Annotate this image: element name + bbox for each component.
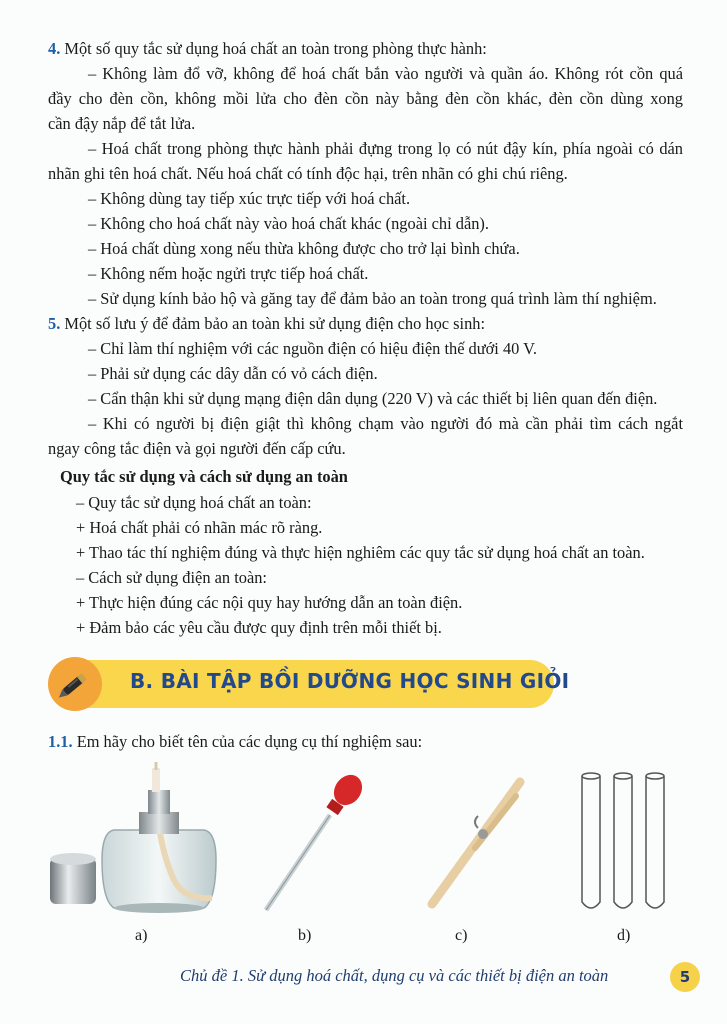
rule-line: cần đậy nắp để tắt lửa.	[48, 114, 196, 133]
section-4-title: Một số quy tắc sử dụng hoá chất an toàn trong phòng thực hành:	[64, 39, 487, 58]
pen-icon	[48, 657, 102, 711]
section-5-heading	[48, 311, 683, 336]
rule-line: ngay công tắc điện và gọi người đến cấp cứu.	[48, 439, 346, 458]
exercise-text: Em hãy cho biết tên của các dụng cụ thí nghiệm sau:	[76, 732, 423, 751]
figure-label-b: b)	[298, 927, 312, 944]
summary-line: – Cách sử dụng điện an toàn:	[76, 568, 267, 587]
dropper-icon	[258, 770, 368, 915]
rule-line: – Hoá chất dùng xong nếu thừa không được cho trở lại bình chứa.	[88, 239, 520, 258]
rule-line: – Hoá chất trong phòng thực hành phải đựng trong lọ có nút đậy kín, phía ngoài có dán	[88, 139, 683, 158]
section-b-title: B. BÀI TẬP BỒI DƯỠNG HỌC SINH GIỎI	[130, 669, 570, 693]
alcohol-lamp-icon	[44, 760, 244, 920]
section-4-number: 4.	[48, 39, 61, 58]
section-5-number: 5.	[48, 314, 61, 333]
figure-label-d: d)	[617, 927, 631, 944]
summary-line: + Thực hiện đúng các nội quy hay hướng dẫn an toàn điện.	[76, 593, 463, 612]
rule-line: – Chỉ làm thí nghiệm với các nguồn điện có hiệu điện thế dưới 40 V.	[88, 339, 537, 358]
rule-line: – Phải sử dụng các dây dẫn có vỏ cách điện.	[88, 364, 378, 383]
section-5-title: Một số lưu ý để đảm bảo an toàn khi sử dụng điện cho học sinh:	[64, 314, 486, 333]
summary-line: + Thao tác thí nghiệm đúng và thực hiện nghiêm các quy tắc sử dụng hoá chất an toàn.	[76, 543, 645, 562]
test-tube-holder-icon	[420, 772, 530, 912]
summary-line: – Quy tắc sử dụng hoá chất an toàn:	[76, 493, 312, 512]
rule-line: – Không làm đổ vỡ, không để hoá chất bắn vào người và quần áo. Không rót cồn quá	[88, 64, 683, 83]
rule-line: – Không cho hoá chất này vào hoá chất khác (ngoài chỉ dẫn).	[88, 214, 489, 233]
rule-line: – Không nếm hoặc ngửi trực tiếp hoá chất.	[88, 264, 369, 283]
rule-line: – Không dùng tay tiếp xúc trực tiếp với hoá chất.	[88, 189, 411, 208]
summary-line: + Hoá chất phải có nhãn mác rõ ràng.	[76, 518, 323, 537]
banner-circle	[48, 657, 102, 711]
chapter-footer: Chủ đề 1. Sử dụng hoá chất, dụng cụ và các thiết bị điện an toàn	[180, 966, 609, 985]
exercise-number: 1.1.	[48, 732, 73, 751]
rule-line: đầy cho đèn cồn, không mồi lửa cho đèn cồn này bằng đèn cồn khác, đèn cồn dùng xong	[48, 89, 683, 108]
rule-line: – Khi có người bị điện giật thì không chạm vào người đó mà cần phải tìm cách ngắt	[88, 414, 683, 433]
summary-heading: Quy tắc sử dụng và cách sử dụng an toàn	[60, 467, 348, 486]
page-number: 5	[670, 962, 700, 992]
summary-line: + Đảm bảo các yêu cầu được quy định trên mỗi thiết bị.	[76, 618, 442, 637]
exercise-prompt	[48, 729, 422, 754]
section-b-banner	[48, 657, 570, 711]
rule-line: nhãn ghi tên hoá chất. Nếu hoá chất có tính độc hại, trên nhãn có ghi chú riêng.	[48, 164, 568, 183]
figure-label-a: a)	[135, 927, 148, 944]
section-4-heading	[48, 36, 683, 61]
test-tubes-icon	[575, 768, 675, 918]
rule-line: – Cẩn thận khi sử dụng mạng điện dân dụng (220 V) và các thiết bị liên quan đến điện.	[88, 389, 658, 408]
figure-label-c: c)	[455, 927, 468, 944]
rule-line: – Sử dụng kính bảo hộ và găng tay để đảm bảo an toàn trong quá trình làm thí nghiệm.	[88, 289, 657, 308]
